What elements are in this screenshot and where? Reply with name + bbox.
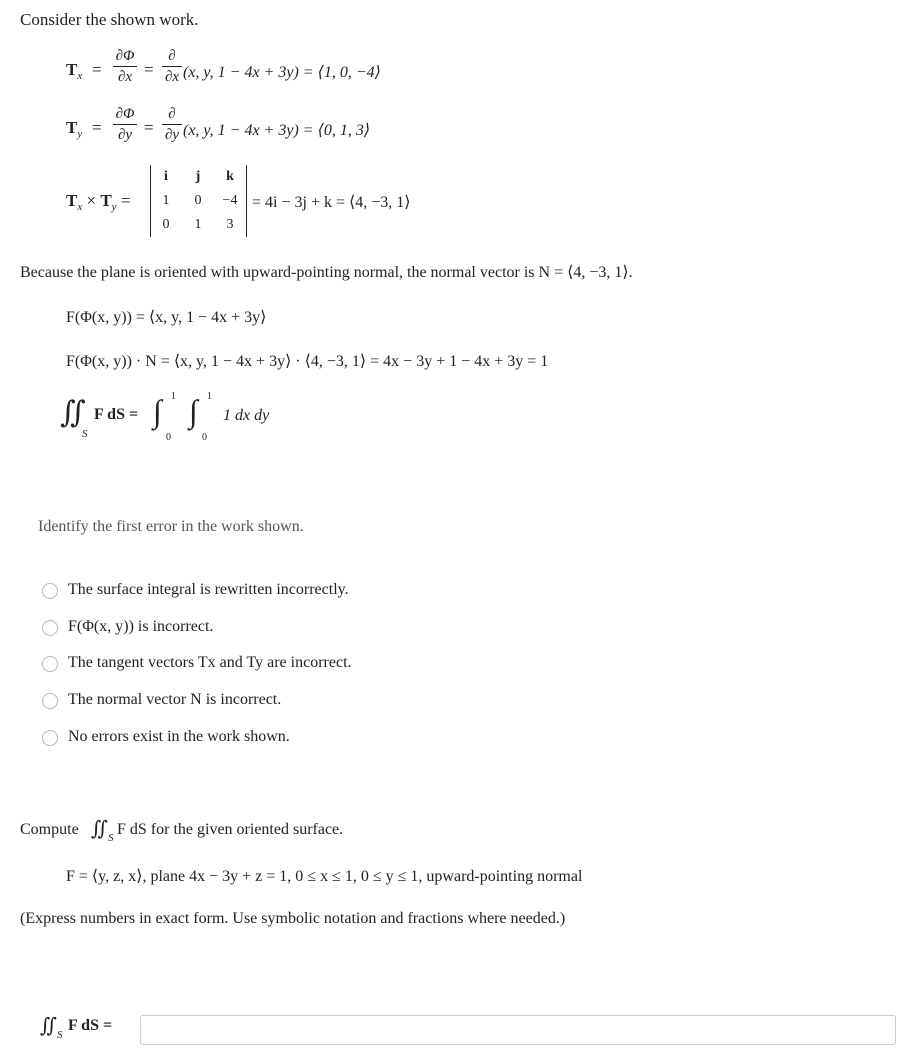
answer-input[interactable]: [140, 1015, 896, 1045]
question-text: Identify the first error in the work shown.: [38, 518, 304, 535]
det-cell: 1: [162, 193, 170, 208]
tx-lhs: $T_x$: [66, 60, 83, 82]
cross-lhs: $T_x \times T_y$ =: [66, 191, 131, 213]
answer-integral-symbol: ∬: [40, 1015, 58, 1037]
upper-limit-outer: 1: [171, 391, 176, 402]
det-cell: −4: [222, 193, 238, 208]
compute-suffix: F dS for the given oriented surface.: [117, 821, 344, 838]
ty-eq: =: [92, 118, 102, 137]
radio-button[interactable]: [42, 730, 58, 746]
integrand: 1 dx dy: [223, 407, 270, 424]
lower-limit-inner: 0: [202, 432, 207, 443]
det-cell: i: [164, 169, 168, 184]
integral-sign-inner: ∫: [189, 393, 198, 429]
det-cell: 0: [194, 193, 202, 208]
compute-prefix: Compute: [20, 821, 79, 838]
ty-eq2: =: [144, 118, 154, 137]
integral-sign-outer: ∫: [153, 393, 162, 429]
radio-button[interactable]: [42, 693, 58, 709]
option-label[interactable]: F(Φ(x, y)) is incorrect.: [68, 618, 214, 635]
det-cell: j: [195, 169, 201, 184]
lower-limit-outer: 0: [166, 432, 171, 443]
compute-sub-s: S: [108, 832, 114, 844]
tx-eq: =: [92, 60, 102, 79]
upper-limit-inner: 1: [207, 391, 212, 402]
radio-button[interactable]: [42, 656, 58, 672]
answer-sub-s: S: [57, 1029, 63, 1041]
determinant: [150, 165, 247, 237]
det-cell: 3: [226, 217, 234, 232]
option-label[interactable]: The normal vector N is incorrect.: [68, 691, 282, 708]
integral-sub-s: S: [82, 428, 88, 440]
tx-frac: ∂Φ ∂x: [113, 48, 137, 85]
option-label[interactable]: No errors exist in the work shown.: [68, 728, 290, 745]
double-integral-symbol: ∬: [60, 396, 86, 429]
normal-sentence: Because the plane is oriented with upward-pointing normal, the normal vector is N = ⟨4, −3, 1⟩.: [20, 264, 633, 281]
answer-label: F dS =: [68, 1017, 113, 1034]
intro-text: Consider the shown work.: [20, 10, 199, 29]
det-cell: 0: [162, 217, 170, 232]
option-label[interactable]: The tangent vectors Tx and Ty are incorrect.: [68, 654, 352, 671]
radio-button[interactable]: [42, 620, 58, 636]
problem-statement: F = ⟨y, z, x⟩, plane 4x − 3y + z = 1, 0 ≤ x ≤ 1, 0 ≤ y ≤ 1, upward-pointing normal: [66, 868, 583, 885]
cross-result: = 4i − 3j + k = ⟨4, −3, 1⟩: [252, 194, 411, 211]
tx-eq2: =: [144, 60, 154, 79]
det-cell: k: [226, 169, 234, 184]
radio-button[interactable]: [42, 583, 58, 599]
option-label[interactable]: The surface integral is rewritten incorrectly.: [68, 581, 349, 598]
tx-partial: ∂ ∂x: [162, 48, 182, 85]
det-cell: 1: [194, 217, 202, 232]
instructions: (Express numbers in exact form. Use symbolic notation and fractions where needed.): [20, 910, 566, 927]
ty-rest: (x, y, 1 − 4x + 3y) = ⟨0, 1, 3⟩: [183, 122, 371, 139]
ty-frac: ∂Φ ∂y: [113, 106, 137, 143]
compute-integral-symbol: ∬: [91, 818, 109, 840]
ty-lhs: $T_y$: [66, 118, 83, 140]
f-dot-n-equation: F(Φ(x, y)) · N = ⟨x, y, 1 − 4x + 3y⟩ · ⟨4, −3, 1⟩ = 4x − 3y + 1 − 4x + 3y = 1: [66, 353, 549, 370]
tx-rest: (x, y, 1 − 4x + 3y) = ⟨1, 0, −4⟩: [183, 64, 381, 81]
f-phi-equation: F(Φ(x, y)) = ⟨x, y, 1 − 4x + 3y⟩: [66, 309, 267, 326]
ty-partial: ∂ ∂y: [162, 106, 182, 143]
integral-lhs: F dS =: [94, 406, 139, 423]
